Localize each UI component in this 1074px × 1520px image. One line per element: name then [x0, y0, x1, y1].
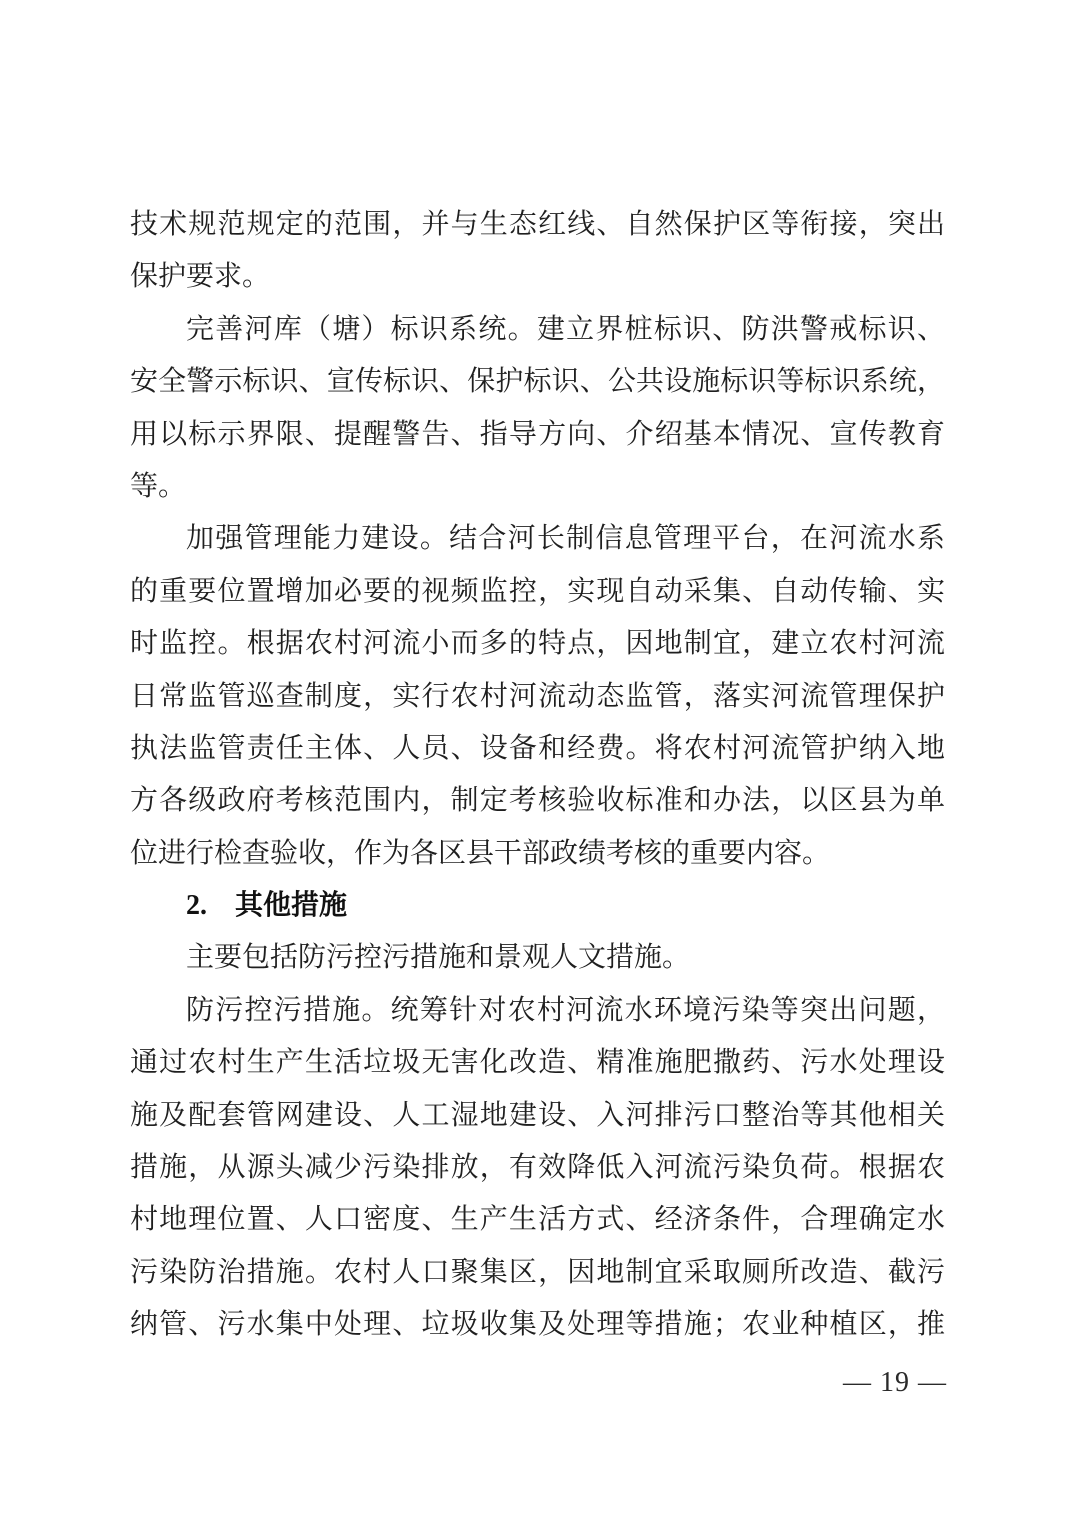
- body-text-line: 方各级政府考核范围内，制定考核验收标准和办法，以区县为单: [130, 785, 945, 817]
- body-text-line: 安全警示标识、宣传标识、保护标识、公共设施标识等标识系统，: [130, 366, 945, 398]
- body-text-line: 执法监管责任主体、人员、设备和经费。将农村河流管护纳入地: [130, 732, 945, 764]
- body-text-line: 通过农村生产生活垃圾无害化改造、精准施肥撒药、污水处理设: [130, 1047, 945, 1079]
- paragraph-end-line: 等。: [130, 470, 187, 502]
- body-text-line: 措施，从源头减少污染排放，有效降低入河流污染负荷。根据农: [130, 1152, 945, 1184]
- body-text-line: 用以标示界限、提醒警告、指导方向、介绍基本情况、宣传教育: [130, 418, 945, 450]
- paragraph-start-line: 防污控污措施。统筹针对农村河流水环境污染等突出问题，: [186, 994, 945, 1026]
- body-text-line: 日常监管巡查制度，实行农村河流动态监管，落实河流管理保护: [130, 680, 945, 712]
- body-text-line: 时监控。根据农村河流小而多的特点，因地制宜，建立农村河流: [130, 628, 945, 660]
- body-text-line: 污染防治措施。农村人口聚集区，因地制宜采取厕所改造、截污: [130, 1256, 945, 1288]
- body-text-block: [130, 199, 945, 1352]
- page-number: — 19 —: [843, 1367, 947, 1398]
- section-heading: 2. 其他措施: [186, 890, 348, 922]
- paragraph-end-line: 保护要求。: [130, 261, 271, 293]
- body-text-line: 技术规范规定的范围，并与生态红线、自然保护区等衔接，突出: [130, 209, 945, 240]
- body-text-line: 村地理位置、人口密度、生产生活方式、经济条件，合理确定水: [130, 1204, 945, 1236]
- body-text-line: 纳管、污水集中处理、垃圾收集及处理等措施；农业种植区，推: [130, 1309, 945, 1341]
- paragraph-end-line: 位进行检查验收，作为各区县干部政绩考核的重要内容。: [130, 837, 831, 869]
- paragraph-line: 主要包括防污控污措施和景观人文措施。: [186, 942, 691, 974]
- paragraph-start-line: 完善河库（塘）标识系统。建立界桩标识、防洪警戒标识、: [186, 313, 945, 345]
- paragraph-start-line: 加强管理能力建设。结合河长制信息管理平台，在河流水系: [186, 523, 945, 555]
- body-text-line: 施及配套管网建设、人工湿地建设、入河排污口整治等其他相关: [130, 1099, 945, 1131]
- body-text-line: 的重要位置增加必要的视频监控，实现自动采集、自动传输、实: [130, 575, 945, 607]
